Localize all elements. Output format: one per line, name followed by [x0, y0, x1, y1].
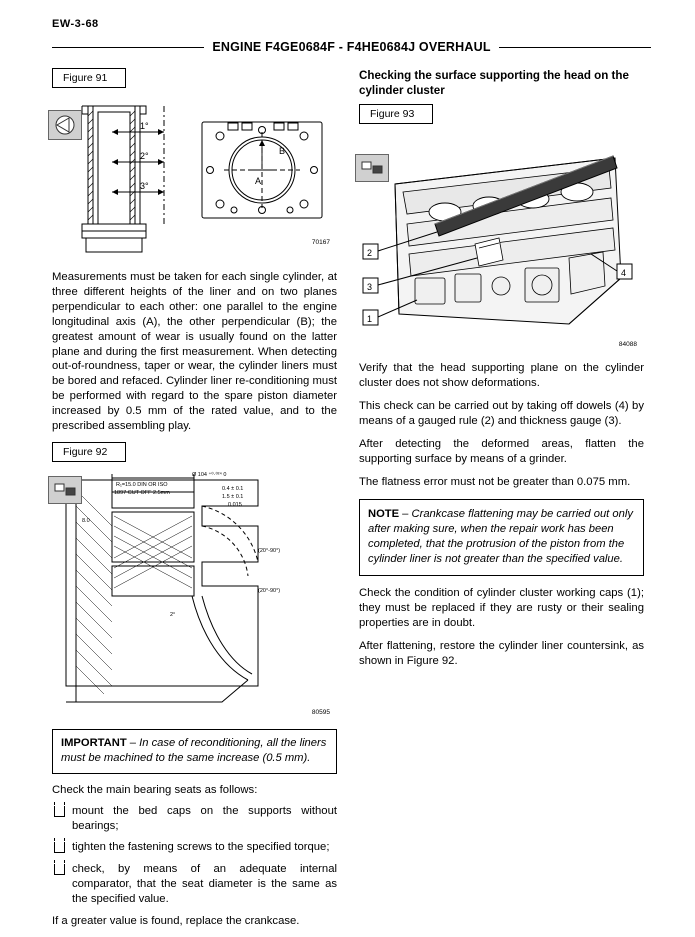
svg-text:0.4 ± 0.1: 0.4 ± 0.1	[222, 485, 244, 492]
left-paragraph-2: Check the main bearing seats as follows:	[52, 783, 258, 796]
list-item-label: check, by means of an adequate internal comparator, that the seat diameter is the same as the specified value.	[72, 863, 337, 906]
svg-text:R₁=15.0 DIN OR ISO: R₁=15.0 DIN OR ISO	[116, 481, 168, 488]
right-paragraph-2: This check can be carried out by taking off dowels (4) by means of a gauged rule (2) and thickness gauge (3).	[359, 399, 644, 427]
figure-91-label: Figure 91	[52, 68, 126, 88]
figure-91-callout-2: 2°	[140, 151, 149, 161]
list-item	[52, 840, 337, 855]
list-item	[52, 862, 337, 907]
figure-93-drawing	[359, 128, 644, 353]
figure-91	[52, 92, 337, 262]
detail-view-icon-2	[355, 154, 389, 182]
figure-91-drawing	[52, 92, 337, 262]
right-paragraph-1: Verify that the head supporting plane on the cylinder cluster does not show deformations.	[359, 362, 644, 390]
figure-91-code: 70167	[311, 239, 330, 246]
svg-text:(20°-90°): (20°-90°)	[258, 547, 281, 554]
important-box	[52, 729, 337, 774]
svg-text:8.0: 8.0	[82, 517, 90, 524]
figure-93-callout-1: 1	[367, 314, 373, 325]
checkbox-icon	[54, 864, 65, 875]
figure-92-label: Figure 92	[52, 442, 126, 462]
note-box	[359, 499, 644, 576]
left-column	[52, 68, 337, 937]
figure-93-callout-4: 4	[621, 268, 627, 279]
important-text: In case of reconditioning, all the liners must be machined to the same increase (0.5 mm).	[61, 736, 327, 764]
figure-91-callout-3: 3°	[140, 181, 149, 191]
detail-view-icon	[48, 476, 82, 504]
figure-93-callout-3: 3	[367, 282, 373, 293]
note-dash: –	[399, 508, 412, 521]
svg-text:(20°-90°): (20°-90°)	[258, 587, 281, 594]
note-label: NOTE	[368, 508, 400, 521]
list-item	[52, 804, 337, 834]
figure-93-label: Figure 93	[359, 104, 433, 124]
page-header-code: EW-3-68	[52, 18, 99, 30]
figure-93	[359, 128, 644, 353]
list-item-label: mount the bed caps on the supports without bearings;	[72, 804, 337, 832]
svg-text:Ø 104 ⁺⁰·⁰²⁴ 0: Ø 104 ⁺⁰·⁰²⁴ 0	[192, 471, 227, 478]
title-rule-left	[52, 47, 204, 48]
right-paragraph-3: After detecting the deformed areas, flatten the supporting surface by means of a grinder.	[359, 437, 644, 465]
right-column	[359, 68, 644, 677]
figure-93-code: 84088	[618, 341, 637, 349]
document-title-row	[52, 40, 651, 54]
note-text: Crankcase flattening may be carried out only after making sure, when the repair work has been completed, that the protrusion of the piston from the cylinder liner is not greater than the specified value.	[368, 508, 633, 566]
important-label: IMPORTANT	[61, 736, 127, 749]
right-paragraph-5: Check the condition of cylinder cluster working caps (1); they must be replaced if they are rusty or their sealing properties are in doubt.	[359, 587, 644, 629]
right-paragraph-6: After flattening, restore the cylinder liner countersink, as shown in Figure 92.	[359, 639, 644, 667]
check-list	[52, 804, 337, 907]
figure-91-callout-B: B	[279, 146, 286, 156]
figure-93-callout-2: 2	[367, 248, 373, 259]
figure-92	[52, 466, 337, 721]
svg-text:1897 CUT OFF 2.5mm: 1897 CUT OFF 2.5mm	[114, 489, 170, 496]
figure-91-callout-A: A	[255, 176, 262, 186]
list-item-label: tighten the fastening screws to the specified torque;	[72, 841, 330, 854]
checkbox-icon	[54, 842, 65, 853]
figure-92-drawing	[52, 466, 337, 721]
view-direction-icon	[48, 110, 82, 140]
figure-91-callout-1: 1°	[140, 121, 149, 131]
right-paragraph-4: The flatness error must not be greater than 0.075 mm.	[359, 475, 631, 488]
page-title: ENGINE F4GE0684F - F4HE0684J OVERHAUL	[212, 40, 491, 54]
title-rule-right	[499, 47, 651, 48]
two-column-body	[52, 68, 651, 937]
svg-text:1.5 ± 0.1: 1.5 ± 0.1	[222, 493, 244, 500]
svg-text:2°: 2°	[170, 611, 176, 618]
left-paragraph-3: If a greater value is found, replace the crankcase.	[52, 915, 300, 928]
checkbox-icon	[54, 806, 65, 817]
section-title: Checking the surface supporting the head on the cylinder cluster	[359, 69, 629, 98]
svg-text:0.015: 0.015	[228, 501, 242, 508]
important-dash: –	[126, 736, 140, 749]
left-paragraph-1: Measurements must be taken for each single cylinder, at three different heights of the liner and on two planes perpendicular to each other: one parallel to the engine longitudinal axis (A), the other perpendicular (B); the greatest amount of wear is usually found on the latter plane and during the first measurement. When detecting out-of-roundness, taper or wear, the cylinder liners must be bored and refaced. Cylinder liner re-conditioning must be performed with regard to the spare piston diameter increased by 0.5 mm of the rated value, and to the prescribed assembling play.	[52, 271, 337, 433]
figure-92-code: 80595	[311, 708, 330, 716]
